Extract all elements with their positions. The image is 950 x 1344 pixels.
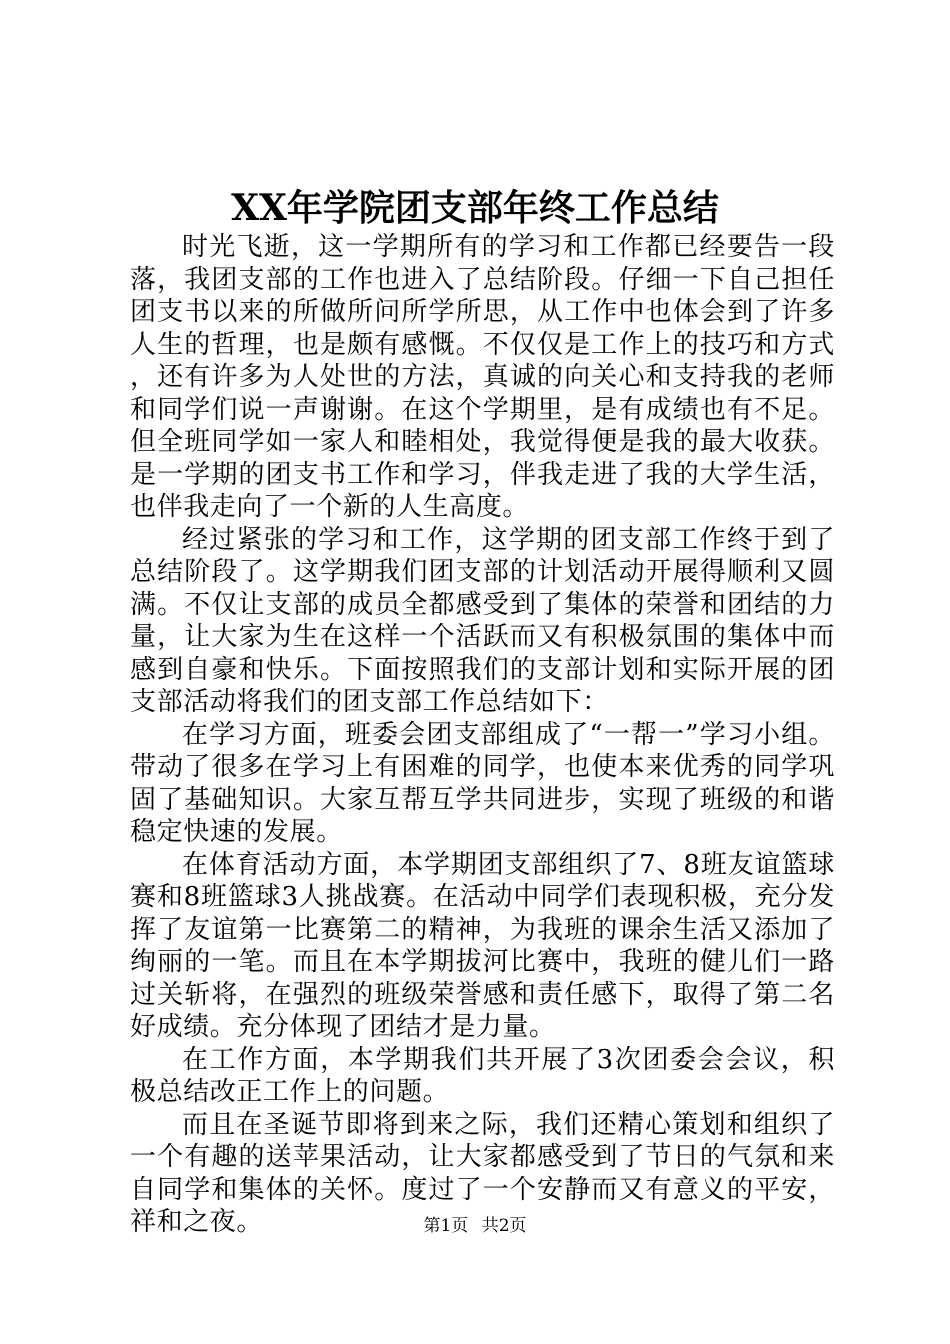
paragraph: 在学习方面，班委会团支部组成了“一帮一”学习小组。带动了很多在学习上有困难的同学，也使本来优秀的同学巩固了基础知识。大家互帮互学共同进步，实现了班级的和谐稳定快速的发展。	[130, 719, 835, 847]
paragraph: 在工作方面，本学期我们共开展了3次团委会会议，积极总结改正工作上的问题。	[130, 1044, 835, 1107]
paragraph: 时光飞逝，这一学期所有的学习和工作都已经要告一段落，我团支部的工作也进入了总结阶段。仔细一下自己担任团支书以来的所做所问所学所思，从工作中也体会到了许多人生的哲理，也是颇有感慨。不仅仅是工作上的技巧和方式，还有许多为人处世的方法，真诚的向关心和支持我的老师和同学们说一声谢谢。在这个学期里，是有成绩也有不足。但全班同学如一家人和睦相处，我觉得便是我的最大收获。是一学期的团支书工作和学习，伴我走进了我的大学生活，也伴我走向了一个新的人生高度。	[130, 232, 835, 522]
page-footer	[0, 1214, 950, 1238]
document-title: XX年学院团支部年终工作总结	[231, 187, 719, 229]
document-body	[130, 231, 835, 1239]
paragraph: 经过紧张的学习和工作，这学期的团支部工作终于到了总结阶段了。这学期我们团支部的计划活动开展得顺利又圆满。不仅让支部的成员全都感受到了集体的荣誉和团结的力量，让大家为生在这样一个活跃而又有积极氛围的集体中而感到自豪和快乐。下面按照我们的支部计划和实际开展的团支部活动将我们的团支部工作总结如下：	[130, 524, 835, 717]
paragraph: 在体育活动方面，本学期团支部组织了7、8班友谊篮球赛和8班篮球3人挑战赛。在活动中同学们表现积极，充分发挥了友谊第一比赛第二的精神，为我班的课余生活又添加了绚丽的一笔。而且在本学期拔河比赛中，我班的健儿们一路过关斩将，在强烈的班级荣誉感和责任感下，取得了第二名好成绩。充分体现了团结才是力量。	[130, 849, 835, 1042]
page-number: 第1页	[423, 1216, 469, 1236]
paragraph: 而且在圣诞节即将到来之际，我们还精心策划和组织了一个有趣的送苹果活动，让大家都感受到了节日的气氛和来自同学和集体的关怀。度过了一个安静而又有意义的平安，祥和之夜。	[130, 1109, 835, 1237]
page-count: 共2页	[481, 1216, 527, 1236]
